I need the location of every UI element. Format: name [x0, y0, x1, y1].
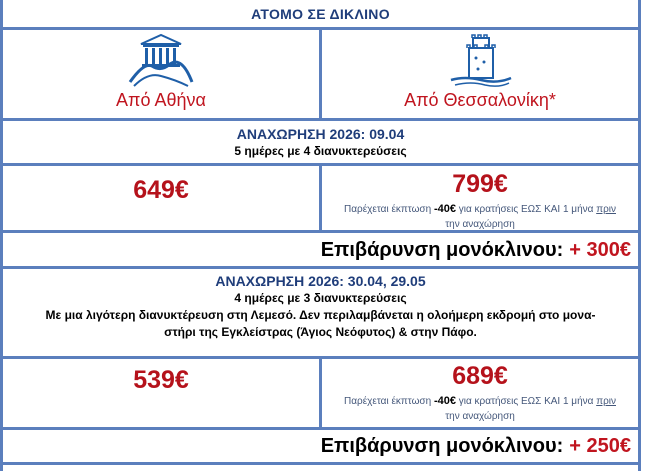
origin-label: Από Αθήνα: [116, 90, 206, 110]
single-surcharge: [0, 235, 641, 265]
surcharge-amount: + 300€: [569, 238, 631, 261]
departure-title: ΑΝΑΧΩΡΗΣΗ 2026: 30.04, 29.05: [215, 273, 426, 289]
origin-label: Από Θεσσαλονίκη*: [404, 90, 556, 110]
single-surcharge: [0, 431, 641, 461]
departure-note: Με μια λιγότερη διανυκτέρευση στη Λεμεσό. Δεν περιλαμβάνεται η ολοήμερη εκδρομή στο μονα-: [45, 308, 596, 322]
price-thessaloniki: [322, 170, 638, 232]
divider: [0, 266, 641, 269]
discount-prefix: Παρέχεται έκπτωση: [344, 396, 434, 407]
discount-prefix: Παρέχεται έκπτωση: [344, 204, 434, 215]
origin-athens: [3, 30, 319, 118]
page-title: ΑΤΟΜΟ ΣΕ ΔΙΚΛΙΝΟ: [251, 5, 390, 22]
discount-line2: την αναχώρηση: [445, 219, 515, 230]
discount-text: για κρατήσεις ΕΩΣ ΚΑΙ 1 μήνα: [455, 204, 597, 215]
price-value: 539€: [133, 366, 189, 394]
surcharge-label: Επιβάρυνση μονόκλινου:: [320, 238, 564, 261]
price-thessaloniki: [322, 362, 638, 424]
price-value: 799€: [452, 170, 508, 198]
divider: [0, 462, 641, 465]
parthenon-icon: [126, 32, 196, 88]
departure-duration: 4 ημέρες με 3 διανυκτερεύσεις: [234, 291, 407, 305]
departure-duration: 5 ημέρες με 4 διανυκτερεύσεις: [234, 144, 407, 158]
discount-amount: -40€: [433, 395, 456, 407]
discount-underlined: πριν: [596, 204, 616, 215]
discount-amount: -40€: [433, 203, 456, 215]
discount-underlined: πριν: [596, 396, 616, 407]
departure-info: [0, 125, 641, 160]
discount-text: για κρατήσεις ΕΩΣ ΚΑΙ 1 μήνα: [455, 396, 597, 407]
price-athens: [3, 176, 319, 204]
discount-line2: την αναχώρηση: [445, 411, 515, 422]
discount-note: [322, 202, 638, 232]
discount-note: [322, 394, 638, 424]
departure-info: [0, 272, 641, 341]
price-athens: [3, 366, 319, 394]
surcharge-amount: + 250€: [569, 434, 631, 457]
departure-note: στήρι της Εγκλείστρας (Άγιος Νεόφυτος) & στην Πάφο.: [164, 325, 477, 339]
origin-thessaloniki: [322, 30, 638, 118]
departure-title: ΑΝΑΧΩΡΗΣΗ 2026: 09.04: [236, 126, 405, 142]
white-tower-icon: [445, 32, 515, 88]
price-value: 689€: [452, 362, 508, 390]
surcharge-label: Επιβάρυνση μονόκλινου:: [320, 434, 564, 457]
price-value: 649€: [133, 176, 189, 204]
